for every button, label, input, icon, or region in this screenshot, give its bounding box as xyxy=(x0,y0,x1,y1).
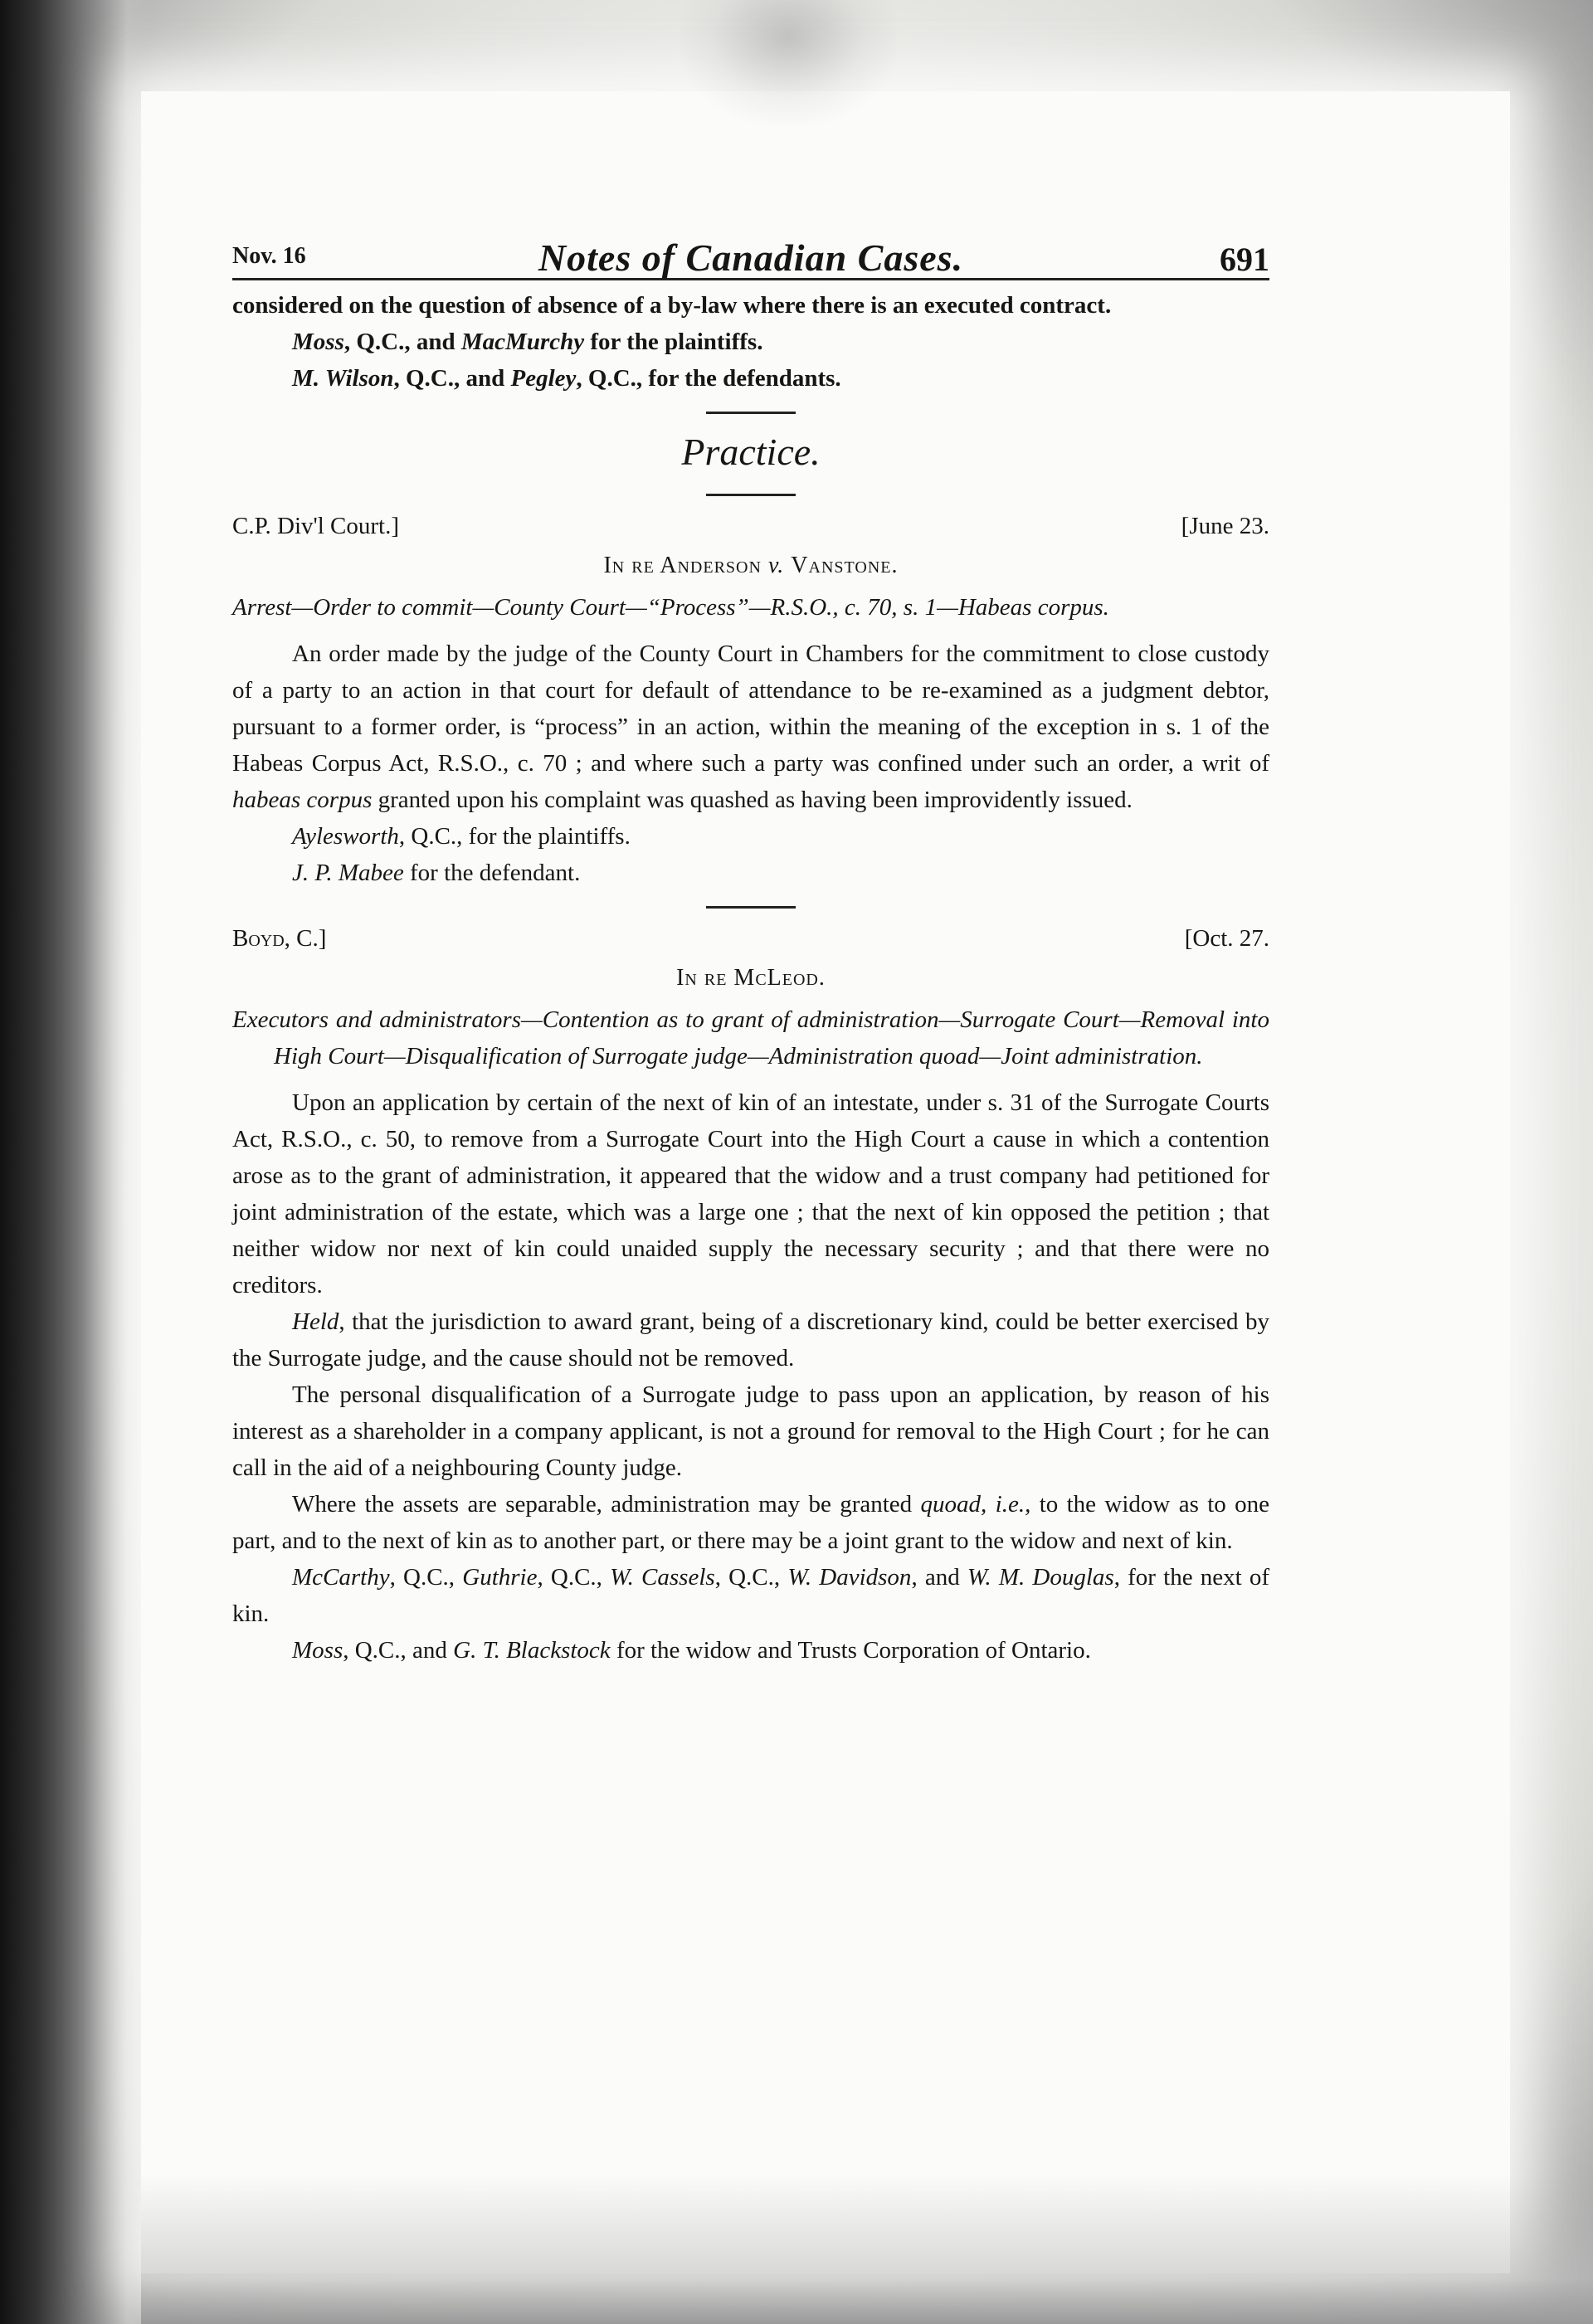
case2-para4-text: to the widow as to one part, and to the next of kin as to another part, or there may be a joint grant to the widow and next of kin. xyxy=(232,1491,1270,1554)
case1-catchwords: Arrest—Order to commit—County Court—“Process”—R.S.O., c. 70, s. 1—Habeas corpus. xyxy=(232,594,1109,621)
running-head xyxy=(232,228,1269,280)
held-lead: Held xyxy=(292,1308,339,1335)
divider xyxy=(706,494,796,496)
counsel-name: W. Davidson xyxy=(787,1564,912,1591)
case2-counsel-widow xyxy=(232,1632,1269,1669)
counsel-text: , Q.C., and xyxy=(343,1637,454,1664)
counsel-name: Moss xyxy=(292,1637,343,1664)
case1-name-part: In re Anderson xyxy=(603,553,762,578)
intro-paragraph xyxy=(232,287,1269,324)
case2-header xyxy=(232,920,1269,960)
case2-para4-text: Where the assets are separable, administration may be granted xyxy=(292,1491,921,1518)
case2-name xyxy=(232,960,1269,996)
case2-para2-text: , that the jurisdiction to award grant, being of a discretionary kind, could be better exercised by the Surrogate judge, and the cause should not be removed. xyxy=(232,1308,1269,1372)
counsel-text: for the defendant. xyxy=(403,860,581,886)
intro-counsel-defendants xyxy=(232,360,1269,397)
counsel-text: for the plaintiffs. xyxy=(584,329,763,355)
counsel-text: , Q.C., for the plaintiffs. xyxy=(398,823,631,850)
header-date: Nov. 16 xyxy=(232,243,306,269)
counsel-text: , Q.C., xyxy=(537,1564,611,1591)
counsel-text: , and xyxy=(911,1564,967,1591)
case2-catchwords: Executors and administrators—Contention as to grant of administration—Surrogate Court—Removal into High Court—Disqualification of Surrogate judge—Administration quoad—Joint administration. xyxy=(232,1006,1269,1069)
counsel-text: , Q.C., and xyxy=(343,329,461,355)
bottom-scan-noise xyxy=(141,2174,1593,2324)
counsel-name: Aylesworth xyxy=(292,823,399,850)
page-number: 691 xyxy=(1220,241,1269,278)
counsel-name: Moss xyxy=(292,329,344,355)
counsel-name: J. P. Mabee xyxy=(292,860,404,886)
case1-name-v: v. xyxy=(767,553,785,578)
counsel-text: , Q.C., and xyxy=(393,365,511,392)
case2-counsel-next-of-kin xyxy=(232,1559,1269,1632)
case2-para4-italic: quoad, i.e., xyxy=(920,1491,1031,1518)
case2-para2 xyxy=(232,1303,1269,1376)
counsel-text: , Q.C., xyxy=(389,1564,463,1591)
top-smudge xyxy=(680,0,896,124)
divider xyxy=(706,906,796,909)
intro-text: considered on the question of absence of a by-law where there is an executed contract. xyxy=(232,292,1112,319)
case1-body-text: granted upon his complaint was quashed as having been improvidently issued. xyxy=(372,787,1133,813)
counsel-name: Guthrie xyxy=(462,1564,538,1591)
case1-counsel-defendant xyxy=(232,855,1269,891)
counsel-name: M. Wilson xyxy=(292,365,394,392)
divider xyxy=(706,412,796,414)
counsel-text: , Q.C., for the defendants. xyxy=(576,365,841,392)
case1-body xyxy=(232,636,1269,818)
case1-name-part: Vanstone. xyxy=(791,553,899,578)
case1-court: C.P. Div'l Court.] xyxy=(232,513,400,539)
case1-counsel-plaintiffs xyxy=(232,818,1269,855)
counsel-text: , Q.C., xyxy=(714,1564,788,1591)
case2-para1: Upon an application by certain of the next of kin of an intestate, under s. 31 of the Surrogate Courts Act, R.S.O., c. 50, to remove from a Surrogate Court into the High Court a cause in which a contention arose as to the grant of administration, it appeared that the widow and a trust company had petitioned for joint administration of the estate, which was a large one ; that the next of kin opposed the petition ; that neither widow nor next of kin could unaided supply the necessary security ; and that there were no creditors. xyxy=(232,1089,1269,1298)
section-title: Practice. xyxy=(681,431,821,473)
counsel-name: MacMurchy xyxy=(460,329,585,355)
counsel-text: , for the next of kin. xyxy=(232,1564,1270,1627)
case1-body-italic: habeas corpus xyxy=(232,787,373,813)
intro-counsel-plaintiffs xyxy=(232,324,1269,360)
case2-para4 xyxy=(232,1486,1269,1559)
case1-date: [June 23. xyxy=(1181,513,1269,539)
counsel-name: W. M. Douglas xyxy=(967,1564,1114,1591)
case2-court: Boyd, C.] xyxy=(232,925,327,952)
page-content xyxy=(232,228,1269,1669)
binding-shadow xyxy=(0,0,149,2324)
counsel-name: McCarthy xyxy=(292,1564,390,1591)
counsel-text: for the widow and Trusts Corporation of Ontario. xyxy=(610,1637,1091,1664)
case1-header xyxy=(232,508,1269,548)
counsel-name: W. Cassels xyxy=(610,1564,715,1591)
case1-body-text: An order made by the judge of the County Court in Chambers for the commitment to close custody of a party to an action in that court for default of attendance to be re-examined as a judgment debtor, pursuant to a former order, is “process” in an action, within the meaning of the exception in s. 1 of the Habeas Corpus Act, R.S.O., c. 70 ; and where such a party was confined under such an order, a writ of xyxy=(232,641,1269,777)
case2-name-text: In re McLeod. xyxy=(676,965,826,991)
case2-date: [Oct. 27. xyxy=(1184,925,1269,952)
case1-name xyxy=(232,548,1269,584)
counsel-name: Pegley xyxy=(510,365,577,392)
header-title: Notes of Canadian Cases. xyxy=(538,236,964,279)
case2-para3: The personal disqualification of a Surrogate judge to pass upon an application, by reason of his interest as a shareholder in a company applicant, is not a ground for removal to the High Court ; for he can call in the aid of a neighbouring County judge. xyxy=(232,1381,1269,1481)
counsel-name: G. T. Blackstock xyxy=(453,1637,611,1664)
